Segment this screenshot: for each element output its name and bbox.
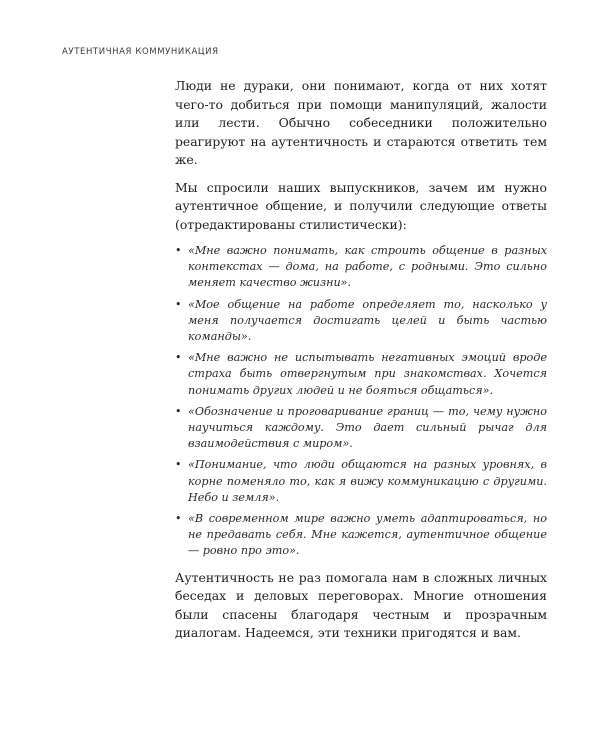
bullet-icon: • [175, 351, 182, 365]
bullet-icon: • [175, 244, 182, 257]
quote-text: «Обозначение и проговаривание границ — то, чему нужно научиться каждому. Это дает сильный рычаг для взаимодействия с миром». [188, 404, 547, 451]
bullet-icon: • [175, 404, 182, 418]
quote-item [175, 350, 547, 399]
quote-list [175, 243, 547, 560]
running-head-title: АУТЕНТИЧНАЯ КОММУНИКАЦИЯ [62, 47, 219, 57]
paragraph-question: Мы спросили наших выпускников, зачем им нужно аутентичное общение, и получили следующие ответы (отредактированы стилистически): [175, 179, 547, 232]
quote-item [175, 297, 547, 346]
page-body [175, 77, 547, 643]
quote-item [175, 243, 547, 292]
quote-text: «Мне важно понимать, как строить общение в разных контекстах — дома, на работе, с родными. Это сильно меняет качество жизни». [188, 244, 547, 290]
bullet-icon: • [175, 458, 182, 472]
quote-text: «В современном мире важно уметь адаптироваться, но не предавать себя. Мне кажется, аутентичное общение — ровно про это». [188, 512, 547, 558]
bullet-icon: • [175, 512, 182, 526]
paragraph-intro: Люди не дураки, они понимают, когда от них хотят чего-то добиться при помощи манипуляций, жалости или лести. Обычно собеседники положительно реагируют на аутентичность и стараются ответить тем же. [175, 78, 547, 167]
paragraph-conclusion: Аутентичность не раз помогала нам в сложных личных беседах и деловых переговорах. Многие отношения были спасены благодаря честным и прозрачным диалогам. Надеемся, эти техники пригодятся и вам. [175, 569, 547, 641]
quote-item [175, 404, 547, 453]
quote-item [175, 511, 547, 560]
quote-text: «Мое общение на работе определяет то, насколько у меня получается достигать целей и быть частью команды». [188, 297, 547, 344]
quote-text: «Понимание, что люди общаются на разных уровнях, в корне поменяло то, как я вижу коммуникацию с другими. Небо и земля». [188, 458, 547, 504]
bullet-icon: • [175, 297, 182, 311]
quote-item [175, 457, 547, 506]
quote-text: «Мне важно не испытывать негативных эмоций вроде страха быть отвергнутым при знакомствах. Хочется понимать других людей и не бояться общаться». [188, 351, 547, 397]
